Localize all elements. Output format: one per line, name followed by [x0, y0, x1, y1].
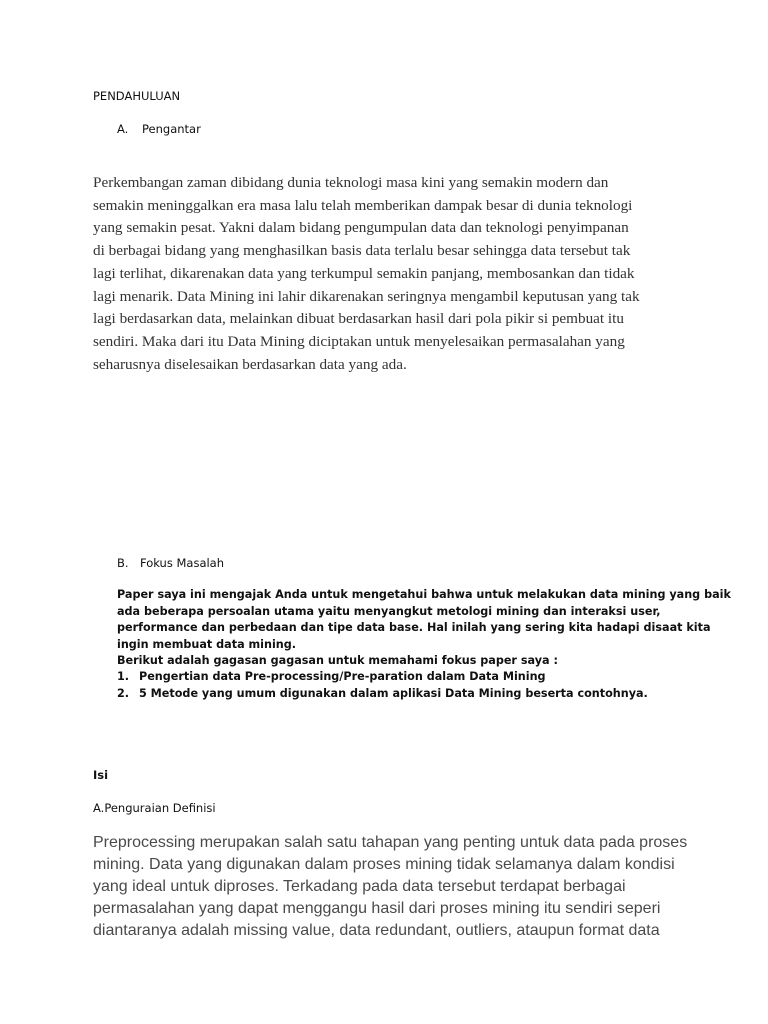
list-item — [117, 669, 677, 686]
text-line: ingin membuat data mining. — [117, 637, 297, 651]
section-a-label: Pengantar — [142, 122, 201, 136]
list-item-text: Pengertian data Pre-processing/Pre-paration dalam Data Mining — [139, 670, 546, 683]
text-line: mining. Data yang digunakan dalam proses mining tidak selamanya dalam kondisi — [93, 856, 675, 873]
text-line: Perkembangan zaman dibidang dunia teknologi masa kini yang semakin modern dan — [93, 174, 609, 191]
focus-paragraph — [117, 587, 731, 670]
list-item-number: 2. — [117, 686, 130, 700]
text-line: yang semakin pesat. Yakni dalam bidang pengumpulan data dan teknologi penyimpanan — [93, 219, 629, 237]
text-line: performance dan perbedaan dan tipe data base. Hal inilah yang sering kita hadapi disaat kita — [117, 621, 711, 634]
list-item — [117, 686, 677, 703]
text-line: ada beberapa persoalan utama yaitu menyangkut metologi mining dan interaksi user, — [117, 604, 661, 618]
isi-subtitle: A.Penguraian Definisi — [93, 801, 216, 815]
text-line: Berikut adalah gagasan gagasan untuk memahami fokus paper saya : — [117, 654, 558, 667]
text-line: Paper saya ini mengajak Anda untuk mengetahui bahwa untuk melakukan data mining yang baik — [117, 588, 731, 601]
list-item-number: 1. — [117, 670, 130, 683]
text-line: permasalahan yang dapat menggangu hasil dari proses mining itu sendiri seperi — [93, 900, 661, 917]
section-b-label: Fokus Masalah — [140, 556, 225, 570]
text-line: lagi menarik. Data Mining ini lahir dikarenakan seringnya mengambil keputusan yang tak — [93, 287, 640, 305]
section-a-marker: A. — [117, 122, 129, 136]
text-line: lagi berdasarkan data, melainkan dibuat berdasarkan hasil dari pola pikir si pembuat itu — [93, 310, 624, 328]
section-b-marker: B. — [117, 556, 129, 570]
section-b-heading — [117, 556, 224, 570]
isi-paragraph — [93, 832, 688, 942]
section-a-heading — [117, 122, 201, 136]
list-item-text: 5 Metode yang umum digunakan dalam aplikasi Data Mining beserta contohnya. — [139, 686, 648, 700]
text-line: semakin meninggalkan era masa lalu telah memberikan dampak besar di dunia teknologi — [93, 196, 633, 214]
isi-title: Isi — [93, 768, 109, 782]
text-line: Preprocessing merupakan salah satu tahapan yang penting untuk data pada proses — [93, 834, 688, 851]
text-line: lagi terlihat, dikarenakan data yang terkumpul semakin panjang, membosankan dan tidak — [93, 264, 635, 282]
text-line: di berbagai bidang yang menghasilkan basis data terlalu besar sehingga data tersebut tak — [93, 242, 631, 260]
text-line: sendiri. Maka dari itu Data Mining diciptakan untuk menyelesaikan permasalahan yang — [93, 332, 625, 350]
text-line: yang ideal untuk diproses. Terkadang pada data tersebut terdapat berbagai — [93, 878, 626, 895]
intro-paragraph — [93, 172, 683, 376]
text-line: seharusnya diselesaikan berdasarkan data yang ada. — [93, 355, 407, 373]
page-title: PENDAHULUAN — [93, 89, 181, 103]
focus-list — [117, 669, 677, 702]
text-line: diantaranya adalah missing value, data redundant, outliers, ataupun format data — [93, 922, 660, 939]
